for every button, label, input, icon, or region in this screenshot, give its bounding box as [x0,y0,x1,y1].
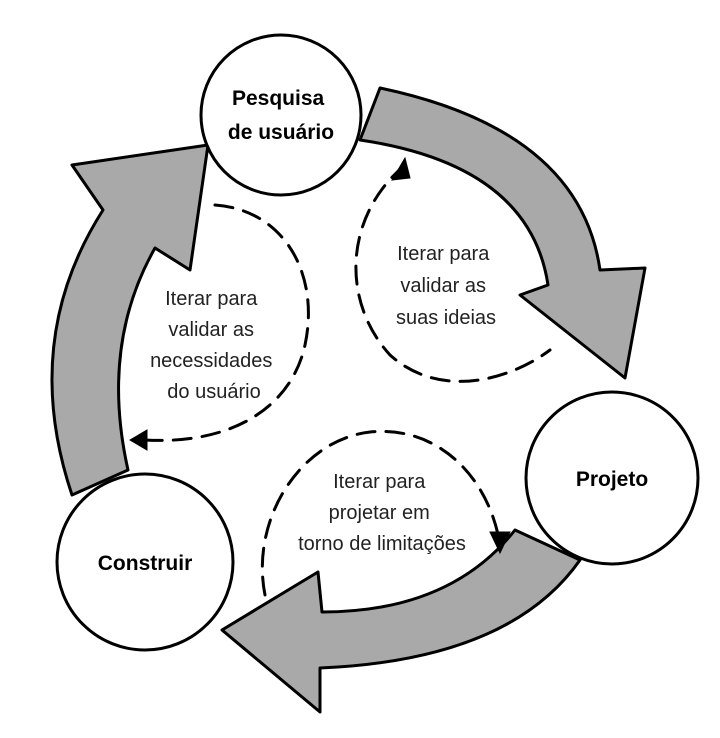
node-research [201,35,361,195]
loop-user-needs-line-2: validar as [168,319,255,341]
node-design [526,392,698,564]
arrowhead-ideas [392,158,410,180]
node-build-label: Construir [97,552,193,575]
arrow-research-to-projeto [360,88,645,378]
node-research-line-2: de usuário [227,121,335,144]
svg-text:Construir [98,552,193,575]
loop-ideas-line-2: validar as [400,275,487,297]
loop-ideas-line-1: Iterar para [397,243,490,265]
loop-label-constraints [298,471,466,555]
arrowhead-user-needs [130,430,147,450]
arrow-projeto-to-construir [222,530,580,712]
node-research-line-1: Pesquisa [231,87,325,110]
svg-text:Projeto [576,468,648,491]
loop-label-ideas [396,243,496,329]
loop-user-needs-line-4: do usuário [167,381,261,403]
loop-constraints-line-2: projetar em [328,502,430,524]
loop-user-needs-line-1: Iterar para [165,288,258,310]
node-build [57,474,233,650]
loop-ideas-line-3: suas ideias [395,307,497,329]
loop-user-needs-line-3: necessidades [150,350,273,372]
loop-constraints-line-1: Iterar para [333,471,426,493]
node-design-label: Projeto [575,468,649,491]
loop-label-user-needs [150,288,278,403]
node-research-circle [201,35,361,195]
loop-constraints-line-3: torno de limitações [298,533,466,555]
